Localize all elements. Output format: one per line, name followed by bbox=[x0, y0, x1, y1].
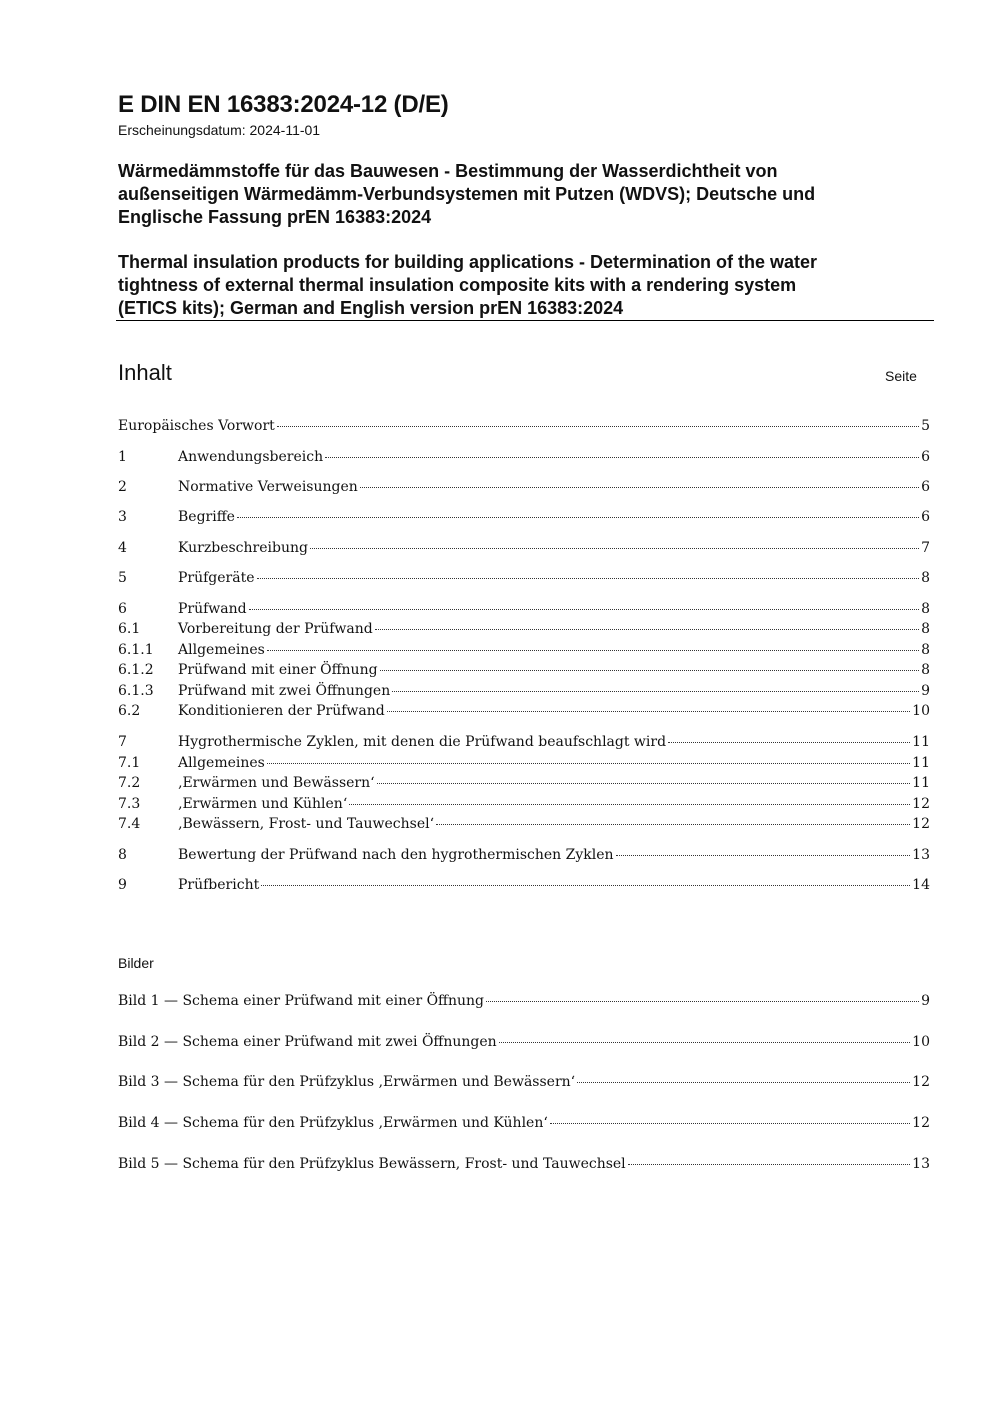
toc-entry-page: 8 bbox=[921, 601, 930, 617]
toc-entry-number: 6.1 bbox=[118, 621, 141, 637]
toc-entry[interactable] bbox=[118, 816, 930, 836]
toc-entry-title: Prüfwand bbox=[178, 601, 247, 617]
toc-entry-number: 2 bbox=[118, 479, 127, 495]
toc-entry[interactable] bbox=[118, 683, 930, 703]
figure-entry[interactable] bbox=[118, 1074, 930, 1094]
toc-entry-page: 14 bbox=[912, 877, 930, 893]
title-english-line: Thermal insulation products for building applications - Determination of the water bbox=[118, 252, 818, 272]
toc-heading: Inhalt bbox=[118, 360, 172, 385]
toc-entry-number: 7 bbox=[118, 734, 127, 750]
toc-entry-page: 11 bbox=[912, 775, 930, 791]
title-english-line: (ETICS kits); German and English version prEN 16383:2024 bbox=[118, 298, 624, 318]
toc-entry-title: Kurzbeschreibung bbox=[178, 540, 308, 556]
toc-entry-page: 11 bbox=[912, 734, 930, 750]
toc-entry-title: Prüfwand mit einer Öffnung bbox=[178, 662, 378, 678]
title-english bbox=[118, 251, 918, 320]
toc-entry-number: 7.4 bbox=[118, 816, 141, 832]
toc-dot-leader bbox=[267, 763, 910, 764]
toc-dot-leader bbox=[267, 650, 919, 651]
toc-entry[interactable] bbox=[118, 796, 930, 816]
toc-entry-page: 5 bbox=[921, 418, 930, 434]
toc-entry[interactable] bbox=[118, 570, 930, 590]
toc-entry-page: 6 bbox=[921, 479, 930, 495]
toc-entry-title: Anwendungsbereich bbox=[178, 449, 324, 465]
toc-entry[interactable] bbox=[118, 662, 930, 682]
toc-dot-leader bbox=[375, 629, 919, 630]
toc-dot-leader bbox=[577, 1082, 910, 1083]
toc-entry[interactable] bbox=[118, 479, 930, 499]
toc-dot-leader bbox=[550, 1123, 910, 1124]
toc-entry-page: 6 bbox=[921, 449, 930, 465]
toc-entry-title: Normative Verweisungen bbox=[178, 479, 358, 495]
toc-entry[interactable] bbox=[118, 418, 930, 438]
toc-entry-title: Allgemeines bbox=[178, 642, 265, 658]
toc-entry-number: 6.1.3 bbox=[118, 683, 154, 699]
toc-dot-leader bbox=[380, 670, 920, 671]
toc-entry-number: 6 bbox=[118, 601, 127, 617]
toc-entry[interactable] bbox=[118, 449, 930, 469]
toc-entry[interactable] bbox=[118, 601, 930, 621]
toc-dot-leader bbox=[616, 855, 911, 856]
toc-entry-number: 7.1 bbox=[118, 755, 141, 771]
toc-entry[interactable] bbox=[118, 877, 930, 897]
toc-entry-title: Allgemeines bbox=[178, 755, 265, 771]
toc-entry-title: ‚Erwärmen und Kühlen‘ bbox=[178, 796, 348, 812]
toc-entry-page: 8 bbox=[921, 642, 930, 658]
figure-entry-title: Bild 5 — Schema für den Prüfzyklus Bewässern, Frost- und Tauwechsel bbox=[118, 1156, 626, 1172]
toc-entry-title: Vorbereitung der Prüfwand bbox=[178, 621, 373, 637]
title-divider bbox=[116, 320, 934, 321]
toc-dot-leader bbox=[261, 885, 910, 886]
figure-entry-title: Bild 3 — Schema für den Prüfzyklus ‚Erwärmen und Bewässern‘ bbox=[118, 1074, 576, 1090]
toc-entry-title: Prüfwand mit zwei Öffnungen bbox=[178, 683, 391, 699]
toc-entry-title: Europäisches Vorwort bbox=[118, 418, 275, 434]
toc-entry[interactable] bbox=[118, 703, 930, 723]
toc-entry-number: 7.3 bbox=[118, 796, 141, 812]
toc-entry-page: 11 bbox=[912, 755, 930, 771]
toc-entry-page: 7 bbox=[921, 540, 930, 556]
publication-date: Erscheinungsdatum: 2024-11-01 bbox=[118, 122, 321, 138]
toc-entry-page: 10 bbox=[912, 703, 930, 719]
toc-entry-number: 3 bbox=[118, 509, 127, 525]
toc-entry[interactable] bbox=[118, 509, 930, 529]
toc-entry-number: 6.1.1 bbox=[118, 642, 154, 658]
toc-entry[interactable] bbox=[118, 847, 930, 867]
toc-entry[interactable] bbox=[118, 540, 930, 560]
toc-dot-leader bbox=[668, 742, 910, 743]
figure-entry-page: 12 bbox=[912, 1115, 930, 1131]
toc-dot-leader bbox=[486, 1001, 919, 1002]
title-german-line: Englische Fassung prEN 16383:2024 bbox=[118, 207, 432, 227]
toc-entry-page: 12 bbox=[912, 816, 930, 832]
toc-dot-leader bbox=[392, 691, 919, 692]
toc-entry-title: Prüfgeräte bbox=[178, 570, 255, 586]
toc-entry-page: 8 bbox=[921, 662, 930, 678]
toc-entry-page: 9 bbox=[921, 683, 930, 699]
toc-entry-page: 8 bbox=[921, 570, 930, 586]
toc-entry-number: 8 bbox=[118, 847, 127, 863]
figures-heading: Bilder bbox=[118, 955, 154, 971]
figure-entry-title: Bild 1 — Schema einer Prüfwand mit einer Öffnung bbox=[118, 993, 485, 1009]
toc-entry-number: 5 bbox=[118, 570, 127, 586]
toc-dot-leader bbox=[436, 824, 910, 825]
toc-entry[interactable] bbox=[118, 642, 930, 662]
toc-dot-leader bbox=[257, 578, 920, 579]
title-english-line: tightness of external thermal insulation composite kits with a rendering system bbox=[118, 275, 797, 295]
toc-entry-title: ‚Bewässern, Frost- und Tauwechsel‘ bbox=[178, 816, 435, 832]
toc-dot-leader bbox=[249, 609, 919, 610]
toc-page-label: Seite bbox=[885, 368, 917, 384]
figure-entry-page: 9 bbox=[921, 993, 930, 1009]
document-id: E DIN EN 16383:2024-12 (D/E) bbox=[118, 91, 449, 118]
figure-entry[interactable] bbox=[118, 1156, 930, 1176]
toc-entry-page: 13 bbox=[912, 847, 930, 863]
toc-dot-leader bbox=[499, 1042, 910, 1043]
figure-entry-page: 10 bbox=[912, 1034, 930, 1050]
toc-entry-page: 8 bbox=[921, 621, 930, 637]
toc-entry-number: 4 bbox=[118, 540, 127, 556]
title-german bbox=[118, 160, 918, 229]
toc-entry-number: 1 bbox=[118, 449, 127, 465]
toc-dot-leader bbox=[360, 487, 919, 488]
toc-entry-number: 9 bbox=[118, 877, 127, 893]
figure-entry-page: 13 bbox=[912, 1156, 930, 1172]
toc-entry-title: Konditionieren der Prüfwand bbox=[178, 703, 385, 719]
toc-dot-leader bbox=[237, 517, 919, 518]
figure-entry[interactable] bbox=[118, 1034, 930, 1054]
figure-entry-title: Bild 4 — Schema für den Prüfzyklus ‚Erwärmen und Kühlen‘ bbox=[118, 1115, 548, 1131]
figure-entry[interactable] bbox=[118, 993, 930, 1013]
toc-entry-number: 7.2 bbox=[118, 775, 141, 791]
toc-entry-number: 6.1.2 bbox=[118, 662, 154, 678]
title-german-line: Wärmedämmstoffe für das Bauwesen - Bestimmung der Wasserdichtheit von bbox=[118, 161, 778, 181]
toc-dot-leader bbox=[277, 426, 919, 427]
toc-entry[interactable] bbox=[118, 775, 930, 795]
toc-entry-number: 6.2 bbox=[118, 703, 141, 719]
toc-dot-leader bbox=[377, 783, 911, 784]
figure-entry-title: Bild 2 — Schema einer Prüfwand mit zwei Öffnungen bbox=[118, 1034, 497, 1050]
toc-entry[interactable] bbox=[118, 621, 930, 641]
toc-dot-leader bbox=[310, 548, 919, 549]
toc-entry[interactable] bbox=[118, 734, 930, 754]
toc-dot-leader bbox=[628, 1164, 911, 1165]
toc-entry-title: Hygrothermische Zyklen, mit denen die Prüfwand beaufschlagt wird bbox=[178, 734, 667, 750]
toc-entry-title: ‚Erwärmen und Bewässern‘ bbox=[178, 775, 375, 791]
toc-entry-title: Begriffe bbox=[178, 509, 235, 525]
toc-entry-title: Bewertung der Prüfwand nach den hygrothermischen Zyklen bbox=[178, 847, 614, 863]
toc-entry[interactable] bbox=[118, 755, 930, 775]
title-german-line: außenseitigen Wärmedämm-Verbundsystemen mit Putzen (WDVS); Deutsche und bbox=[118, 184, 816, 204]
toc-entry-title: Prüfbericht bbox=[178, 877, 260, 893]
toc-entry-page: 6 bbox=[921, 509, 930, 525]
toc-dot-leader bbox=[325, 457, 919, 458]
toc-entry-page: 12 bbox=[912, 796, 930, 812]
toc-dot-leader bbox=[349, 804, 910, 805]
figure-entry-page: 12 bbox=[912, 1074, 930, 1090]
figure-entry[interactable] bbox=[118, 1115, 930, 1135]
toc-dot-leader bbox=[387, 711, 910, 712]
